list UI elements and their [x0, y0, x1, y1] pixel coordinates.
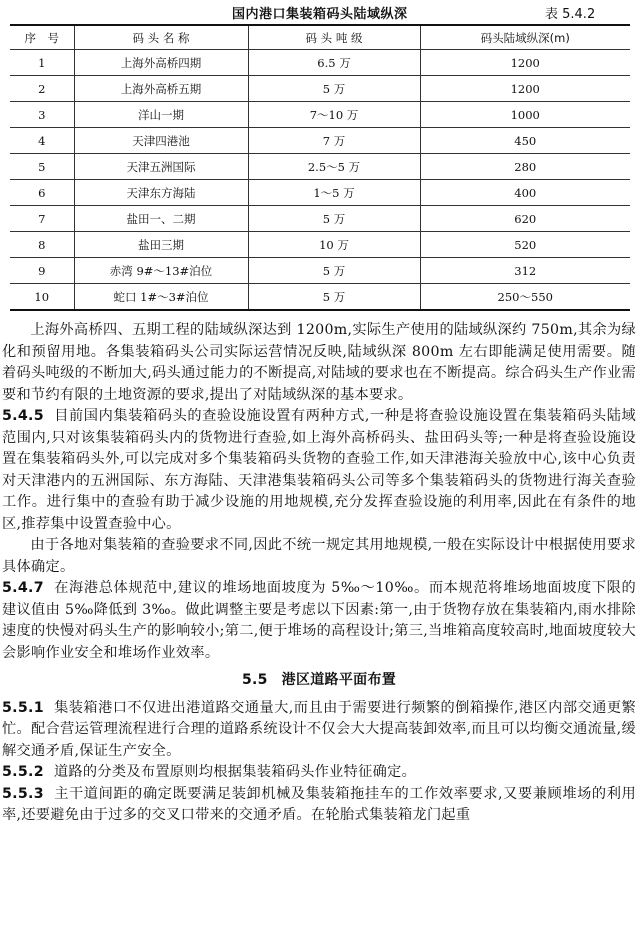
table-cell: 5 万 — [248, 206, 420, 232]
table-cell: 上海外高桥五期 — [74, 76, 248, 102]
column-header: 码 头 吨 级 — [248, 25, 420, 50]
table-cell: 10 万 — [248, 232, 420, 258]
table-row — [10, 128, 630, 154]
clause-5-5-1 — [2, 698, 636, 763]
table-row — [10, 102, 630, 128]
table-cell: 8 — [10, 232, 74, 258]
table-row — [10, 284, 630, 311]
paragraph: 由于各地对集装箱的查验要求不同,因此不统一规定其用地规模,一般在实际设计中根据使用要求具体确定。 — [2, 537, 636, 575]
table-cell: 9 — [10, 258, 74, 284]
table-cell: 天津四港池 — [74, 128, 248, 154]
section-number: 5.5 — [241, 672, 268, 688]
table-cell: 1～5 万 — [248, 180, 420, 206]
table-cell: 520 — [420, 232, 630, 258]
paragraph: 上海外高桥四、五期工程的陆域纵深达到 1200m,实际生产使用的陆域纵深约 750m,其余为绿化和预留用地。各集装箱码头公司实际运营情况反映,陆域纵深 800m 左右即能满足使用需要。随着码头吨级的不断加大,码头通过能力的不断提高,对陆域的要求也在不断提高。综合码头生产作业需要和节约有限的土地资源的要求,提出了对陆域纵深的基本要求。 — [2, 322, 636, 403]
table-cell: 天津五洲国际 — [74, 154, 248, 180]
table-cell: 盐田三期 — [74, 232, 248, 258]
table-cell: 1000 — [420, 102, 630, 128]
table-cell: 1200 — [420, 76, 630, 102]
table-cell: 312 — [420, 258, 630, 284]
table-cell: 5 — [10, 154, 74, 180]
table-cell: 6 — [10, 180, 74, 206]
table-cell: 洋山一期 — [74, 102, 248, 128]
table-cell: 250～550 — [420, 284, 630, 311]
clause-text: 道路的分类及布置原则均根据集装箱码头作业特征确定。 — [53, 764, 417, 780]
table-cell: 5 万 — [248, 284, 420, 311]
column-header: 序 号 — [10, 25, 74, 50]
table-cell: 3 — [10, 102, 74, 128]
table-row — [10, 76, 630, 102]
clause-number: 5.5.3 — [2, 785, 44, 802]
table-cell: 上海外高桥四期 — [74, 50, 248, 76]
section-title: 港区道路平面布置 — [281, 672, 397, 688]
table-cell: 450 — [420, 128, 630, 154]
table-cell: 6.5 万 — [248, 50, 420, 76]
table-row — [10, 154, 630, 180]
table-caption — [0, 0, 638, 22]
table-cell: 5 万 — [248, 258, 420, 284]
table-cell: 4 — [10, 128, 74, 154]
data-table — [10, 24, 630, 311]
clause-text: 目前国内集装箱码头的查验设施设置有两种方式,一种是将查验设施设置在集装箱码头陆域范围内,只对该集装箱码头内的货物进行查验,如上海外高桥码头、盐田码头等;一种是将查验设施设置在集装箱码头外,可以完成对多个集装箱码头货物的查验工作,如天津港海关验放中心,该中心负责对天津港内的五洲国际、东方海陆、天津港集装箱码头公司等多个集装箱码头的货物进行海关查验工作。进行集中的查验有助于减少设施的用地规模,充分发挥查验设施的利用率,因此在有条件的地区,推荐集中设置查验中心。 — [2, 408, 636, 532]
table-cell: 1 — [10, 50, 74, 76]
body-text — [2, 320, 636, 827]
table-number: 表 5.4.2 — [545, 7, 596, 22]
table-cell: 盐田一、二期 — [74, 206, 248, 232]
clause-text: 集装箱港口不仅进出港道路交通量大,而且由于需要进行频繁的倒箱操作,港区内部交通更繁忙。配合营运管理流程进行合理的道路系统设计不仅会大大提高装卸效率,而且可以均衡交通流量,缓解交通矛盾,保证生产安全。 — [2, 699, 636, 759]
table-row — [10, 258, 630, 284]
table-cell: 赤湾 9#～13#泊位 — [74, 258, 248, 284]
clause-5-5-2 — [2, 762, 636, 784]
table-row — [10, 232, 630, 258]
clause-5-4-5 — [2, 406, 636, 535]
table-cell: 蛇口 1#～3#泊位 — [74, 284, 248, 311]
clause-5-5-3 — [2, 784, 636, 827]
table-cell: 10 — [10, 284, 74, 311]
table-cell: 2.5～5 万 — [248, 154, 420, 180]
table-cell: 7 万 — [248, 128, 420, 154]
table-cell: 400 — [420, 180, 630, 206]
clause-number: 5.4.5 — [2, 408, 44, 424]
table-cell: 2 — [10, 76, 74, 102]
clause-number: 5.5.2 — [2, 764, 44, 780]
table-cell: 620 — [420, 206, 630, 232]
section-heading — [2, 670, 636, 692]
column-header: 码头陆域纵深(m) — [420, 25, 630, 50]
table-header-row — [10, 25, 630, 50]
table-cell: 7～10 万 — [248, 102, 420, 128]
table-row — [10, 206, 630, 232]
clause-number: 5.4.7 — [2, 580, 44, 596]
clause-number: 5.5.1 — [2, 699, 44, 716]
table-cell: 7 — [10, 206, 74, 232]
table-cell: 5 万 — [248, 76, 420, 102]
table-row — [10, 50, 630, 76]
clause-text: 在海港总体规范中,建议的堆场地面坡度为 5‰～10‰。而本规范将堆场地面坡度下限的建议值由 5‰降低到 3‰。做此调整主要是考虑以下因素:第一,由于货物存放在集装箱内,雨水排除速度的快慢对码头生产的影响较小;第二,便于堆场的高程设计;第三,当堆箱高度较高时,地面坡度较大会影响作业安全和堆场作业效率。 — [2, 580, 636, 661]
table-cell: 1200 — [420, 50, 630, 76]
clause-text: 主干道间距的确定既要满足装卸机械及集装箱拖挂车的工作效率要求,又要兼顾堆场的利用率,还要避免由于过多的交叉口带来的交通矛盾。在轮胎式集装箱龙门起重 — [2, 785, 636, 823]
clause-5-4-7 — [2, 578, 636, 664]
table-cell: 天津东方海陆 — [74, 180, 248, 206]
table-title: 国内港口集装箱码头陆域纵深 — [232, 7, 408, 22]
table-row — [10, 180, 630, 206]
column-header: 码 头 名 称 — [74, 25, 248, 50]
table-cell: 280 — [420, 154, 630, 180]
